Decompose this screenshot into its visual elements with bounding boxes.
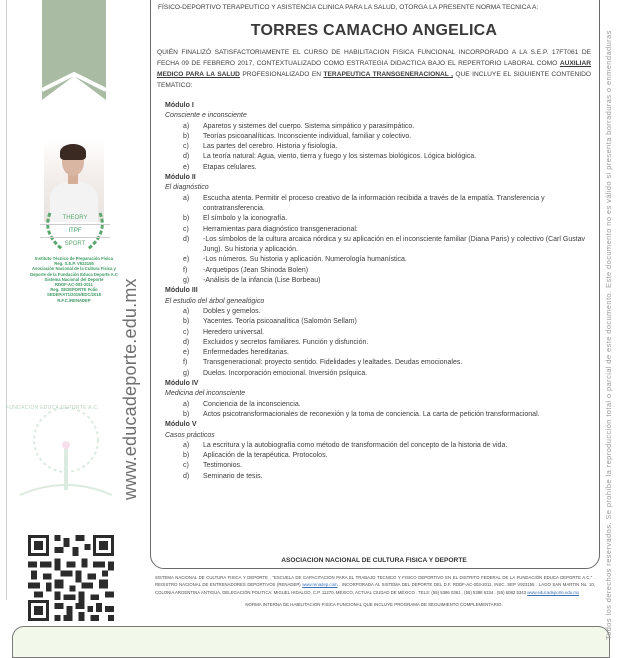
module-item xyxy=(165,194,595,215)
item-text: Transgeneracional: proyecto sentido. Fidelidades y lealtades. Deudas emocionales. xyxy=(203,359,463,367)
item-letter: c) xyxy=(183,462,189,470)
item-text: -Los símbolos de la cultura arcaica nórdica y su aplicación en el inconsciente familiar (Diana Paris) y colectivo (Carl Gustav Jung). Su historia y aplicación. xyxy=(203,235,586,254)
item-letter: c) xyxy=(183,143,189,151)
seal-line: ITPF xyxy=(40,224,110,238)
chevron-icon xyxy=(42,70,106,92)
item-letter: c) xyxy=(183,328,189,336)
item-text: -Los números. Su historia y aplicación. Numerología humanística. xyxy=(203,256,407,264)
module-item xyxy=(165,358,595,368)
item-text: La escritura y la autobiografía como método de transformación del concepto de la historia de vida. xyxy=(203,441,508,449)
module-item xyxy=(165,214,595,224)
module-item xyxy=(165,235,595,256)
side-disclaimer: Todos los derechos reservados. Se prohíbe la reproducción total o parcial de este documento. Este documento no es válido si presenta borraduras o enmendaduras xyxy=(604,30,613,640)
website-url: www.educadeporte.edu.mx xyxy=(120,278,140,500)
item-text: Conciencia de la inconsciencia. xyxy=(203,400,301,408)
module-title: Módulo V xyxy=(165,421,197,429)
institution-text xyxy=(18,256,130,303)
item-letter: d) xyxy=(183,472,190,480)
module-item xyxy=(165,152,595,162)
module-item xyxy=(165,348,595,358)
module-subtitle: El diagnóstico xyxy=(165,184,209,192)
institution-line: Reg. S.E.P. V923155 xyxy=(54,261,94,267)
item-text: Actos psicotransformacionales de reconexión y la toma de conciencia. La carta de petición transformacional. xyxy=(203,410,540,418)
module-item xyxy=(165,142,595,152)
module-title: Módulo III xyxy=(165,287,198,295)
item-letter: c) xyxy=(183,225,189,233)
item-letter: e) xyxy=(183,163,190,171)
item-text: Las partes del cerebro. Historia y fisiología. xyxy=(203,143,338,151)
module-item xyxy=(165,132,595,142)
module-item xyxy=(165,338,595,348)
bottom-green-strip xyxy=(12,626,610,658)
item-letter: a) xyxy=(183,194,190,202)
institution-line: Reg. SEDEPORTE Folio xyxy=(50,287,98,293)
item-text: Etapas celulares. xyxy=(203,163,257,171)
seal-line: THEORY xyxy=(62,215,88,221)
item-text: Escucha atenta. Permitir el proceso creativo de la información recibida a través de la empatía. Transferencia y contratransferencia. xyxy=(203,194,545,212)
institution-line: Instituto Técnico de Preparación Física xyxy=(35,256,113,261)
footer-legal-text xyxy=(155,574,595,596)
seal-line: SPORT xyxy=(64,241,86,247)
item-text: Duelos. Incorporación emocional. Inversión psíquica. xyxy=(203,369,368,377)
educadeporte-link[interactable]: www.educadeporte.edu.mx xyxy=(527,589,580,595)
module-item xyxy=(165,276,595,286)
module-item xyxy=(165,307,595,317)
institution-line: Deporte de la Fundación Educa Deporte A.C xyxy=(30,271,118,277)
module-item xyxy=(165,369,595,379)
module-list xyxy=(165,101,595,482)
footer-text: . INCORPORADA AL SISTEMA DEL DEPORTE DEL D.F. RDDF-AC-003-2011, INSC. SEP V923155 . LAGO SAN MARTIN No. 10, COLONIA ARGENTINA ANTIGUA, DELEGACIÓN POLITICA: MIGUEL HIDALGO, C.P. 11270, MÉXICO, ACTUAL CIUDAD DE MÉXICO . TELS: (55) 5386 0361 . (55) 5388 6334 . (55) 5082 5343 xyxy=(155,582,595,595)
item-letter: d) xyxy=(183,153,190,161)
footer-text: SISTEMA NACIONAL DE CULTURA FISICA Y DEPORTE . "ESCUELA DE CAPACITACION PARA EL TRABAJO TECNICO Y FISICO DEPORTIVO EN EL DISTRITO FEDERAL DE LA FUNDACIÓN EDUCA DEPORTE A.C." . REGISTRO NACIONAL DE ENTRENADORES DEPORTIVOS (RENADEP) xyxy=(155,575,595,588)
item-letter: g) xyxy=(183,277,190,285)
institution-line: R.F.C./RENADEP xyxy=(57,297,91,303)
module-subtitle: Consciente e inconsciente xyxy=(165,112,247,120)
module-title: Módulo IV xyxy=(165,380,199,388)
item-letter: b) xyxy=(183,318,190,326)
item-letter: a) xyxy=(183,400,190,408)
renadep-link[interactable]: www.renadep.com xyxy=(302,582,338,588)
module-item xyxy=(165,317,595,327)
module-item xyxy=(165,328,595,338)
module-item xyxy=(165,266,595,276)
item-letter: d) xyxy=(183,235,190,243)
item-text: -Análisis de la infancia (Lise Borbeau) xyxy=(203,277,321,285)
module-subtitle: El estudio del árbol genealógico xyxy=(165,297,265,305)
item-text: Aplicación de la terapéutica. Protocolos. xyxy=(203,452,328,460)
item-letter: a) xyxy=(183,122,190,130)
item-text: Teorías psicoanalíticas. Inconsciente individual, familiar y colectivo. xyxy=(203,132,412,140)
module-title: Módulo II xyxy=(165,174,196,182)
item-letter: b) xyxy=(183,215,190,223)
watermark-caption: FUNDACION EDUCA DEPORTE A.C. xyxy=(6,405,100,411)
item-text: Excluidos y secretos familiares. Función y disfunción. xyxy=(203,338,369,346)
paragraph-text: QUIÉN FINALIZÓ SATISFACTORIAMENTE EL CURSO DE HABILITACION FISICA FUNCIONAL INCORPORADO A LA S.E.P. 17FT061 DE FECHA 09 DE FEBRERO 2017, CONTEXTUALIZADO COMO ESTRATEGIA DIDACTICA BAJO EL REPERTORIO LABORAL COMO xyxy=(157,49,591,67)
item-letter: e) xyxy=(183,256,190,264)
item-text: Enfermedades hereditarias. xyxy=(203,349,289,357)
module-item xyxy=(165,255,595,265)
module-subtitle: Medicina del inconsciente xyxy=(165,390,246,398)
module-title: Módulo I xyxy=(165,102,194,109)
module-item xyxy=(165,122,595,132)
recipient-name: TORRES CAMACHO ANGELICA xyxy=(250,22,498,39)
item-letter: b) xyxy=(183,452,190,460)
intro-line: FÍSICO-DEPORTIVO TERAPEUTICO Y ASISTENCIA CLINICA PARA LA SALUD, OTORGA LA PRESENTE NORMA TECNICA A: xyxy=(158,4,539,11)
item-text: El símbolo y la iconografía. xyxy=(203,215,288,223)
module-item xyxy=(165,472,595,482)
item-letter: b) xyxy=(183,132,190,140)
item-letter: a) xyxy=(183,307,190,315)
item-letter: e) xyxy=(183,349,190,357)
item-text: Testimonios. xyxy=(203,462,242,470)
institution-line: Sistema Nacional del Deporte xyxy=(44,276,104,282)
module-item xyxy=(165,163,595,173)
item-letter: b) xyxy=(183,410,190,418)
item-letter: d) xyxy=(183,338,190,346)
institution-line: Asociación Nacional de la Cultura Física y xyxy=(31,266,116,272)
tree-watermark-icon xyxy=(10,395,122,505)
paragraph-text: PROFESIONALIZADO EN xyxy=(239,71,324,78)
item-letter: f) xyxy=(183,266,188,274)
item-letter: a) xyxy=(183,441,190,449)
item-text: Herramientas para diagnóstico transgeneracional: xyxy=(203,225,358,233)
module-item xyxy=(165,451,595,461)
institution-line: SEDEP/AT1/2015/EDC/2018 xyxy=(47,292,101,298)
seal-text xyxy=(40,212,110,250)
module-item xyxy=(165,400,595,410)
item-letter: f) xyxy=(183,359,188,367)
module-subtitle: Casos prácticos xyxy=(165,431,215,439)
specialty-title: TERAPEUTICA TRANSGENERACIONAL , xyxy=(323,71,453,78)
footer-norm-line: NORMA INTERNA DE HABILITACION FISICA FUNCIONAL QUE INCLUYE PROGRAMA DE SEGUIMIENTO COMPLEMENTARIO. xyxy=(245,602,503,607)
module-item xyxy=(165,461,595,471)
module-item xyxy=(165,410,595,420)
module-item xyxy=(165,441,595,451)
item-text: -Arquetipos (Jean Shinoda Bolen) xyxy=(203,266,309,274)
item-text: Dobles y gemelos. xyxy=(203,307,261,315)
association-heading: ASOCIACION NACIONAL DE CULTURA FISICA Y DEPORTE xyxy=(281,557,467,564)
item-text: Heredero universal. xyxy=(203,328,265,336)
item-text: Aparetos y sistemes del cuerpo. Sistema simpático y parasimpático. xyxy=(203,122,415,130)
qr-code xyxy=(28,535,114,621)
certificate-paragraph xyxy=(157,47,591,91)
item-text: La teoría natural: Agua, viento, tierra y fuego y los sistemas biológicos. Lógica biológica. xyxy=(203,153,477,161)
module-item xyxy=(165,225,595,235)
paragraph-text: QUE INCLUYE EL SIGUIENTE CONTENIDO TEMATICO: xyxy=(157,71,591,89)
item-text: Seminario de tesis. xyxy=(203,472,263,480)
item-text: Yacentes. Teoría psicoanalítica (Salomón Sellam) xyxy=(203,318,357,326)
role-title: AUXILIAR MEDICO PARA LA SALUD xyxy=(157,60,591,78)
item-letter: g) xyxy=(183,369,190,377)
institution-line: RDDF-AC-003-2011 xyxy=(55,282,93,288)
